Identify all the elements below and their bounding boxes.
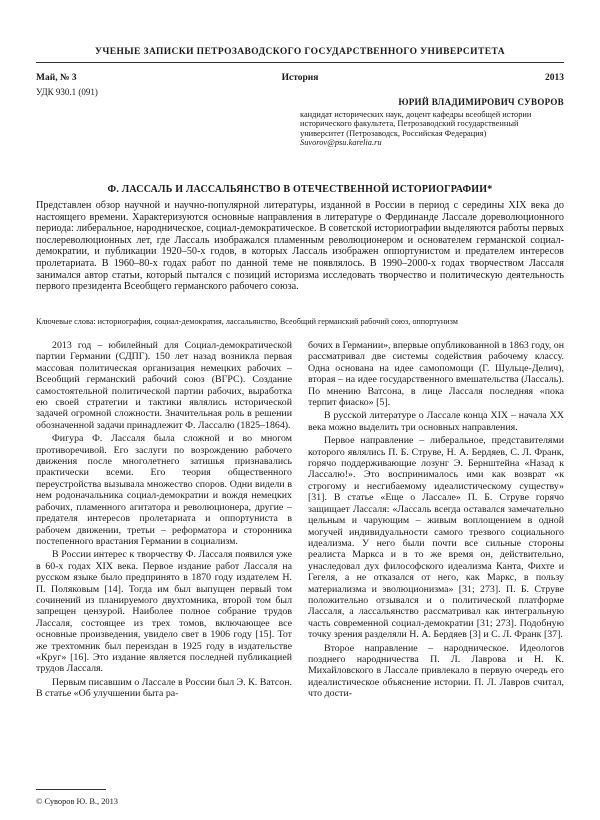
udk-code: УДК 930.1 (091) — [36, 87, 98, 97]
body-column-left — [36, 340, 292, 785]
keywords: Ключевые слова: историография, социал-демократия, лассальянство, Всеобщий германский рабочий союз, оппортунизм — [36, 317, 458, 326]
paragraph: В русской литературе о Лассале конца XIX – начала XX века можно выделить три основных направления. — [308, 410, 564, 433]
paragraph: Фигура Ф. Лассаля была сложной и во многом противоречивой. Его заслуги по возрождению рабочего движения после многолетнего затишья признавались практически всеми. Его теория общественного переустройства вызывала множество споров. Одни видели в нем родоначальника социал-демократии и вождя немецких рабочих, пламенного агитатора и революционера, другие – предателя интересов пролетариата и оппортуниста в рабочем движении, третьи – реформатора и сторонника постепенного врастания Германии в социализм. — [36, 433, 292, 547]
paragraph: Первым писавшим о Лассале в России был Э. К. Ватсон. В статье «Об улучшении быта ра- — [36, 676, 292, 700]
paragraph: Первое направление – либеральное, представителями которого являлись П. Б. Струве, Н. А. Бердяев, С. Л. Франк, горячо поддерживающие лозунг Э. Бернштейна «Назад к Лассалю!». Это воспринималось ими как возврат «к строгому и несгибаемому идеалистическому существу» [31]. В статье «Еще о Лассале» П. Б. Струве горячо защищает Лассаля: «Лассаль всегда оставался замечательно цельным и чарующим – живым воплощением в одной могучей индивидуальности самого трезвого социального идеализма. У него были почти все сильные стороны реалиста Маркса и в то же время он, действительно, унаследовал дух философского идеализма Канта, Фихте и Гегеля, а не отказался от него, как Маркс, в пользу материализма и эволюционизма» [31; 273]. П. Б. Струве положительно отзывался и о политической платформе Лассаля, а лассальянство рассматривал как интегральную часть современной социал-демократии [31; 273]. Подобную точку зрения разделяли Н. А. Бердяев [3] и С. Л. Франк [37]. — [308, 435, 564, 641]
paragraph: 2013 год – юбилейный для Социал-демократической партии Германии (СДПГ). 150 лет назад возникла первая массовая политическая организация немецких рабочих – Всеобщий германский рабочий союз (ВГРС). Создание самостоятельной политической партии рабочих, выработка ею своей стратегии и тактики являлись исторической задачей огромной сложности. Значительная роль в решении обозначенной задачи принадлежит Ф. Лассалю (1825–1864). — [36, 340, 292, 431]
author-block — [300, 98, 564, 148]
journal-section: История — [281, 73, 319, 83]
author-affiliation: кандидат исторических наук, доцент кафедры всеобщей истории исторического факультета, Петрозаводский государственный университет (Петрозаводск, Российская Федерация) — [300, 109, 532, 138]
paragraph: В России интерес к творчеству Ф. Лассаля появился уже в 60-х годах XIX века. Первое издание работ Лассаля на русском языке было предпринято в 1870 году издателем Н. П. Поляковым [14]. Тогда им был выпущен первый том сочинений из планируемого двухтомника, второй том был запрещен цензурой. Наиболее полное собрание трудов Лассаля, состоящее из трех томов, включающее все основные произведения, увидело свет в 1906 году [15]. Тот же трехтомник был переиздан в 1925 году в издательстве «Круг» [16]. Это издание является последней публикацией трудов Лассаля. — [36, 549, 292, 675]
journal-title: УЧЕНЫЕ ЗАПИСКИ ПЕТРОЗАВОДСКОГО ГОСУДАРСТВЕННОГО УНИВЕРСИТЕТА — [95, 47, 505, 57]
paragraph: бочих в Германии», впервые опубликованной в 1863 году, он рассматривал две системы содействия рабочему классу. Одна основана на идее самопомощи (Г. Шульце-Делич), вторая – на идее государственного вмешательства (Лассаль). По мнению Ватсона, в лице Лассаля последняя «пока терпит фиаско» [5]. — [308, 340, 564, 409]
body-column-right — [308, 340, 564, 785]
paragraph: Второе направление – народническое. Идеологов позднего народничества П. Л. Лаврова и Н. К. Михайловского в Лассале привлекало в первую очередь его идеалистическое объяснение истории. П. Л. Лавров считал, что дости- — [308, 642, 564, 700]
author-name: ЮРИЙ ВЛАДИМИРОВИЧ СУВОРОВ — [398, 97, 564, 107]
abstract: Представлен обзор научной и научно-популярной литературы, изданной в России в период с середины XIX века до настоящего времени. Характеризуются основные направления в литературе о Фердинанде Лассале дореволюционного периода: либеральное, народническое, социал-демократическое. В советской историографии выделяются работы первых послереволюционных лет, где Лассаль изображался пламенным революционером и основателем германской социал-демократии, и публикации 1920–50-х годов, в которых Лассаль изображен оппортунистом и предателем интересов пролетариата. В 1960–80-х годах работ по данной теме не появлялось. В 1990–2000-х годах творчеством Лассаля занимался автор статьи, который пытался с позиций историзма исследовать творчество и политическую деятельность первого президента Всеобщего германского рабочего союза. — [36, 200, 564, 293]
article-title: Ф. ЛАССАЛЬ И ЛАССАЛЬЯНСТВО В ОТЕЧЕСТВЕННОЙ ИСТОРИОГРАФИИ* — [107, 184, 493, 195]
footer-rule — [36, 789, 106, 790]
copyright: © Суворов Ю. В., 2013 — [36, 797, 118, 806]
issue-year: 2013 — [545, 73, 564, 83]
author-email: Suvorov@psu.karelia.ru — [300, 138, 382, 148]
header-rule — [36, 62, 564, 63]
issue-number: Май, № 3 — [36, 73, 77, 83]
